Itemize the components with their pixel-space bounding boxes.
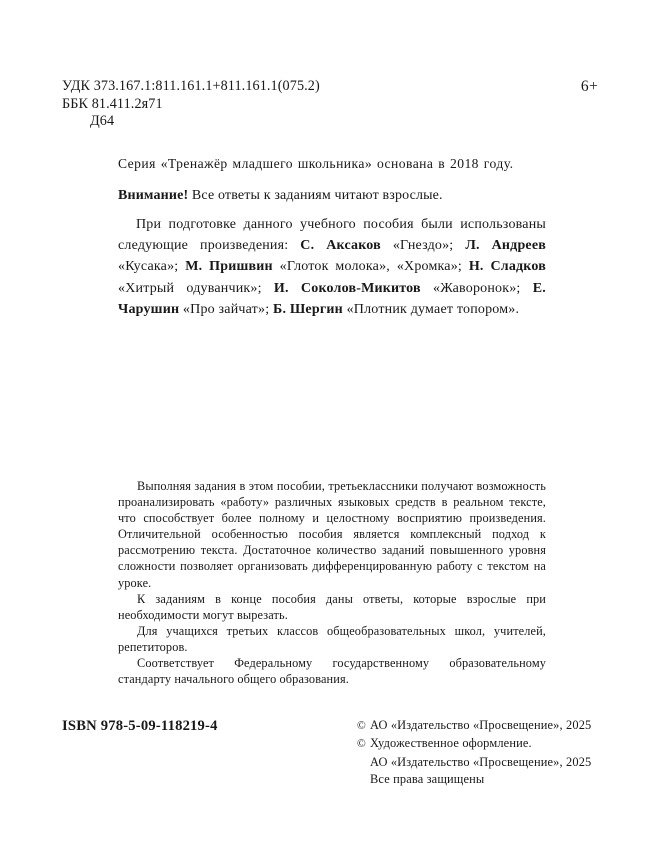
annotation-paragraph: К заданиям в конце пособия даны ответы, которые взрослые при необходимости могут вырезать. [118,591,546,622]
catalog-code: Д64 [90,113,115,129]
work-title: «Плотник думает топором». [342,301,520,317]
annotation-block [118,478,546,687]
copyright-line [357,735,591,753]
work-author: Н. Сладков [468,259,546,275]
work-author: Е. Чарушин [118,280,546,317]
copyright-block [357,717,591,789]
attention-text: Все ответы к заданиям читают взрослые. [188,188,443,203]
copyright-text: Все права защищены [370,772,485,787]
series-note: Серия «Тренажёр младшего школьника» основана в 2018 году. [118,156,514,171]
work-author: Б. Шергин [272,301,343,317]
classification-block [62,78,320,131]
copyright-line [357,717,591,735]
udk-line: УДК 373.167.1:811.161.1+811.161.1(075.2) [62,78,320,94]
annotation-paragraph: Соответствует Федеральному государственному образовательному стандарту начального общего образования. [118,656,546,687]
bbk-line: ББК 81.411.2я71 [62,95,163,112]
attention-label: Внимание! [118,188,189,203]
work-title: «Жаворонок»; [420,280,533,296]
work-title: «Глоток молока», «Хромка»; [272,259,469,275]
work-title: «Про зайчат»; [179,301,273,317]
work-author: М. Пришвин [185,259,273,275]
age-rating-badge: 6+ [580,78,598,95]
copyright-line [357,754,591,771]
copyright-text: АО «Издательство «Просвещение», 2025 [370,754,592,769]
isbn-text: ISBN 978-5-09-118219-4 [62,718,218,734]
work-title: «Кусака»; [118,259,186,275]
works-paragraph [118,214,546,320]
work-author: Л. Андреев [465,238,547,254]
work-author: И. Соколов-Микитов [273,280,421,296]
work-title: «Гнездо»; [380,238,466,254]
works-intro: При подготовке данного учебного пособия были использованы следующие произведения: [118,217,546,254]
annotation-paragraph: Для учащихся третьих классов общеобразовательных школ, учителей, репетиторов. [118,623,546,654]
annotation-paragraph: Выполняя задания в этом пособии, третьеклассники получают возможность проанализировать «работу» различных языковых средств в реальном тексте, что способствует более полному и целостному восприятию произведения. Отличительной особенностью пособия является комплексный подход к рассмотрению текста. Достаточное количество заданий повышенного уровня сложности позволяет организовать дифференцированную работу с текстом на уроке. [118,479,546,590]
copyright-text: АО «Издательство «Просвещение», 2025 [370,718,592,732]
copyright-text: Художественное оформление. [370,736,532,751]
work-author: С. Аксаков [300,238,381,254]
copyright-icon: © [357,720,366,732]
copyright-line [357,771,591,788]
work-title: «Хитрый одуванчик»; [118,280,274,296]
attention-note [118,188,548,204]
copyright-icon: © [357,738,366,751]
